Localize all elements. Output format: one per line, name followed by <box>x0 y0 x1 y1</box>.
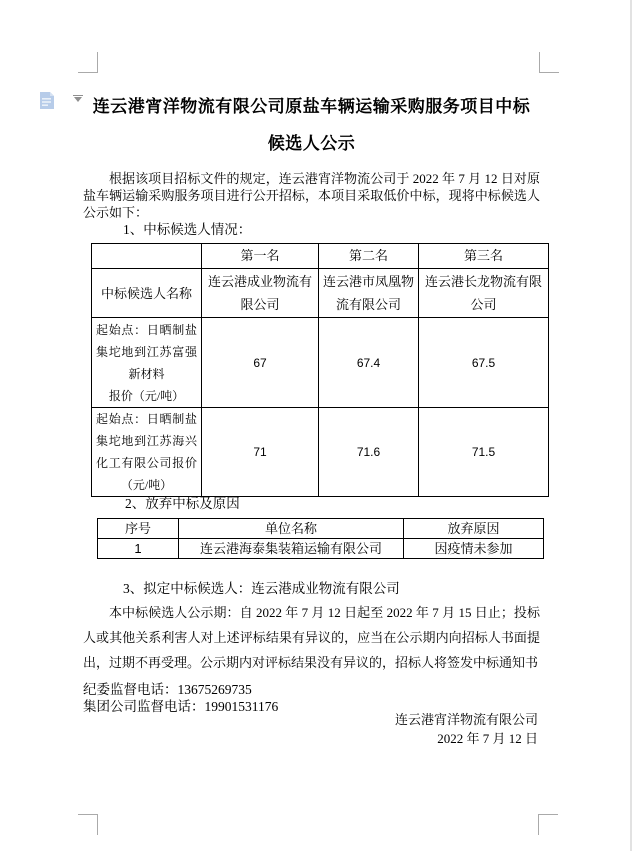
table-row <box>98 519 544 539</box>
route2-price-1: 71 <box>202 408 319 497</box>
section2-heading: 2、放弃中标及原因 <box>125 496 240 511</box>
table-row <box>92 408 549 497</box>
chevron-down-icon[interactable] <box>73 95 83 96</box>
clipboard-paste-icon[interactable] <box>38 91 56 110</box>
abandon-company: 连云港海泰集装箱运输有限公司 <box>179 539 404 559</box>
route2-price-3: 71.5 <box>419 408 549 497</box>
section3-heading: 3、拟定中标候选人：连云港成业物流有限公司 <box>123 581 400 596</box>
margin-crop-mark-bottom-left <box>78 814 98 835</box>
signature-company: 连云港宵洋物流有限公司 <box>394 712 538 727</box>
route1-price-3: 67.5 <box>419 318 549 408</box>
table-row <box>92 318 549 408</box>
paste-options-widget[interactable] <box>38 91 88 111</box>
route2-text: 起始点：日晒制盐集坨地到江苏海兴化工有限公司报价（元/吨） <box>96 412 197 492</box>
route1-label <box>92 318 202 408</box>
abandon-header-company: 单位名称 <box>179 519 404 539</box>
intro-paragraph: 根据该项目招标文件的规定，连云港宵洋物流公司于 2022 年 7 月 12 日对原盐车辆运输采购服务项目进行公开招标，本项目采取低价中标，现将中标候选人公示如下： <box>83 171 540 220</box>
route1-price-1: 67 <box>202 318 319 408</box>
route2-label <box>92 408 202 497</box>
abandon-header-reason: 放弃原因 <box>404 519 544 539</box>
chevron-down-icon[interactable] <box>74 97 82 102</box>
page-title <box>83 88 540 162</box>
route2-price-2: 71.6 <box>319 408 419 497</box>
abandon-reason: 因疫情未参加 <box>404 539 544 559</box>
margin-crop-mark-top-left <box>78 52 98 73</box>
group-phone-line: 集团公司监督电话：19901531176 <box>83 699 279 714</box>
abandon-table <box>97 518 544 559</box>
table-cell-empty <box>92 244 202 269</box>
section1-heading: 1、中标候选人情况： <box>123 222 252 237</box>
page-edge-line <box>630 0 632 851</box>
page-title-line2: 候选人公示 <box>267 134 356 153</box>
table-row <box>92 244 549 269</box>
route1-unit: 报价（元/吨） <box>108 388 185 403</box>
candidate-name-3: 连云港长龙物流有限公司 <box>419 269 549 318</box>
candidate-name-label: 中标候选人名称 <box>92 269 202 318</box>
abandon-header-index: 序号 <box>98 519 179 539</box>
margin-crop-mark-top-right <box>539 52 559 73</box>
rank2-header: 第二名 <box>319 244 419 269</box>
discipline-phone-line: 纪委监督电话：13675269735 <box>83 682 252 697</box>
table-row <box>98 539 544 559</box>
signature-date: 2022 年 7 月 12 日 <box>437 731 538 746</box>
route1-price-2: 67.4 <box>319 318 419 408</box>
rank1-header: 第一名 <box>202 244 319 269</box>
page-title-line1: 连云港宵洋物流有限公司原盐车辆运输采购服务项目中标 <box>92 97 531 116</box>
notice-paragraph: 本中标候选人公示期：自 2022 年 7 月 12 日起至 2022 年 7 月 15 日止；投标人或其他关系利害人对上述评标结果有异议的，应当在公示期内向招标人书面提出，过期不再受理。公示期内对评标结果没有异议的，招标人将签发中标通知书 <box>83 605 540 670</box>
candidate-name-1: 连云港成业物流有限公司 <box>202 269 319 318</box>
route1-text: 起始点：日晒制盐集坨地到江苏富强新材料 <box>96 322 197 381</box>
margin-crop-mark-bottom-right <box>538 814 558 835</box>
abandon-index: 1 <box>98 539 179 559</box>
rank3-header: 第三名 <box>419 244 549 269</box>
candidate-name-2: 连云港市凤凰物流有限公司 <box>319 269 419 318</box>
candidates-table <box>91 243 549 497</box>
table-row <box>92 269 549 318</box>
